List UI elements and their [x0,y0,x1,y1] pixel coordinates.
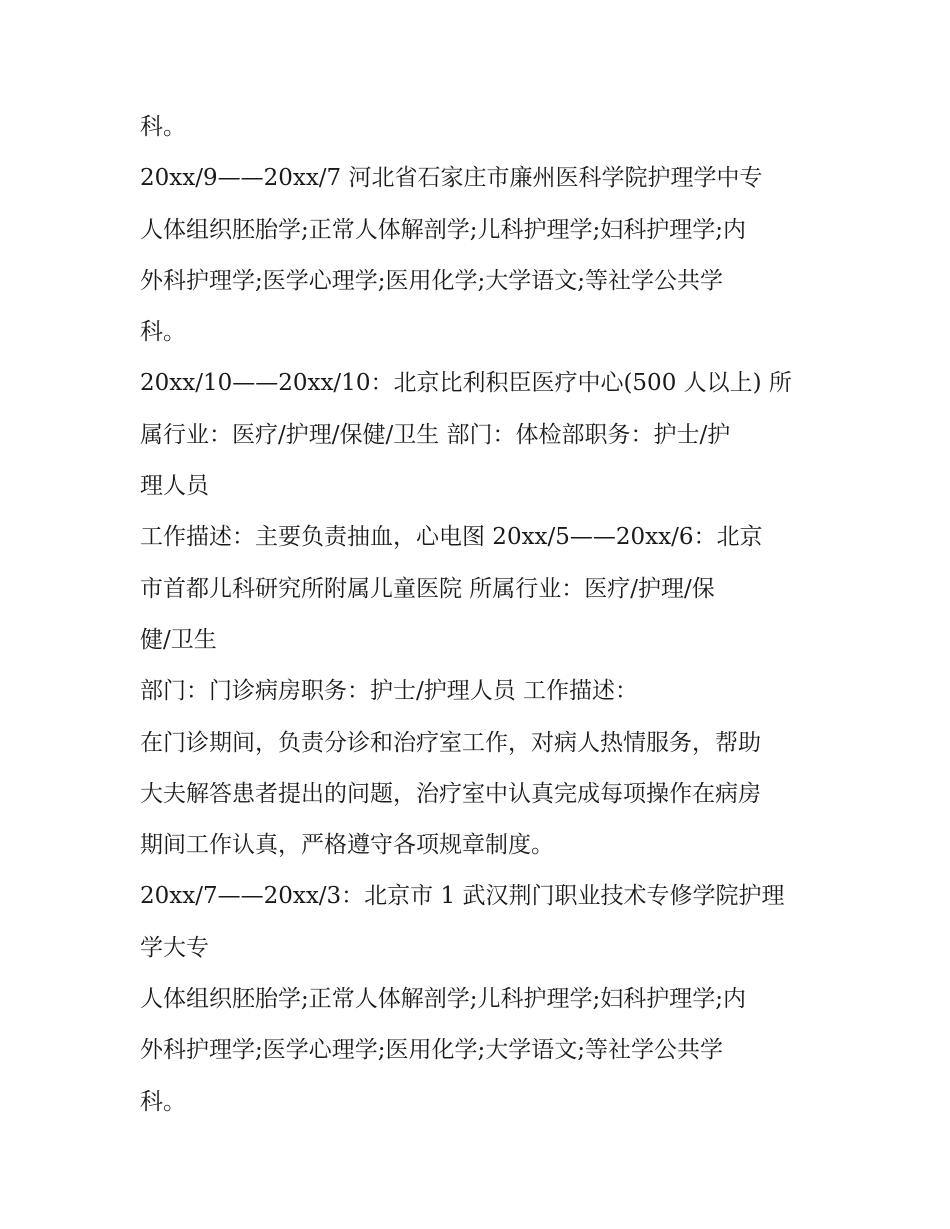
text-line: 属行业：医疗/护理/保健/卫生 部门：体检部职务：护士/护 [140,421,731,448]
text-line: 部门：门诊病房职务：护士/护理人员 工作描述： [140,678,639,705]
text-line: 外科护理学;医学心理学;医用化学;大学语文;等社学公共学 [140,267,723,294]
text-line: 科。 [140,319,186,346]
text-line: 理人员 [140,473,209,500]
text-line: 在门诊期间，负责分诊和治疗室工作，对病人热情服务，帮助 [140,729,761,756]
text-line: 市首都儿科研究所附属儿童医院 所属行业：医疗/护理/保 [140,575,715,602]
text-line: 学大专 [140,934,209,961]
text-line: 大夫解答患者提出的问题，治疗室中认真完成每项操作在病房 [140,780,761,807]
text-line: 人体组织胚胎学;正常人体解剖学;儿科护理学;妇科护理学;内 [140,216,746,243]
text-line: 期间工作认真，严格遵守各项规章制度。 [140,832,554,859]
text-line: 20xx/10——20xx/10：北京比利积臣医疗中心(500 人以上) 所 [140,370,792,397]
text-line: 工作描述：主要负责抽血，心电图 20xx/5——20xx/6：北京 [140,524,763,551]
text-line: 健/卫生 [140,626,217,653]
text-line: 科。 [140,114,186,140]
text-line: 外科护理学;医学心理学;医用化学;大学语文;等社学公共学 [140,1037,723,1064]
text-line: 20xx/7——20xx/3：北京市 1 武汉荆门职业技术专修学院护理 [140,883,785,910]
text-line: 科。 [140,1088,186,1115]
text-line: 20xx/9——20xx/7 河北省石家庄市廉州医科学院护理学中专 [140,165,763,192]
text-line: 人体组织胚胎学;正常人体解剖学;儿科护理学;妇科护理学;内 [140,986,746,1013]
document-body [140,104,830,1130]
